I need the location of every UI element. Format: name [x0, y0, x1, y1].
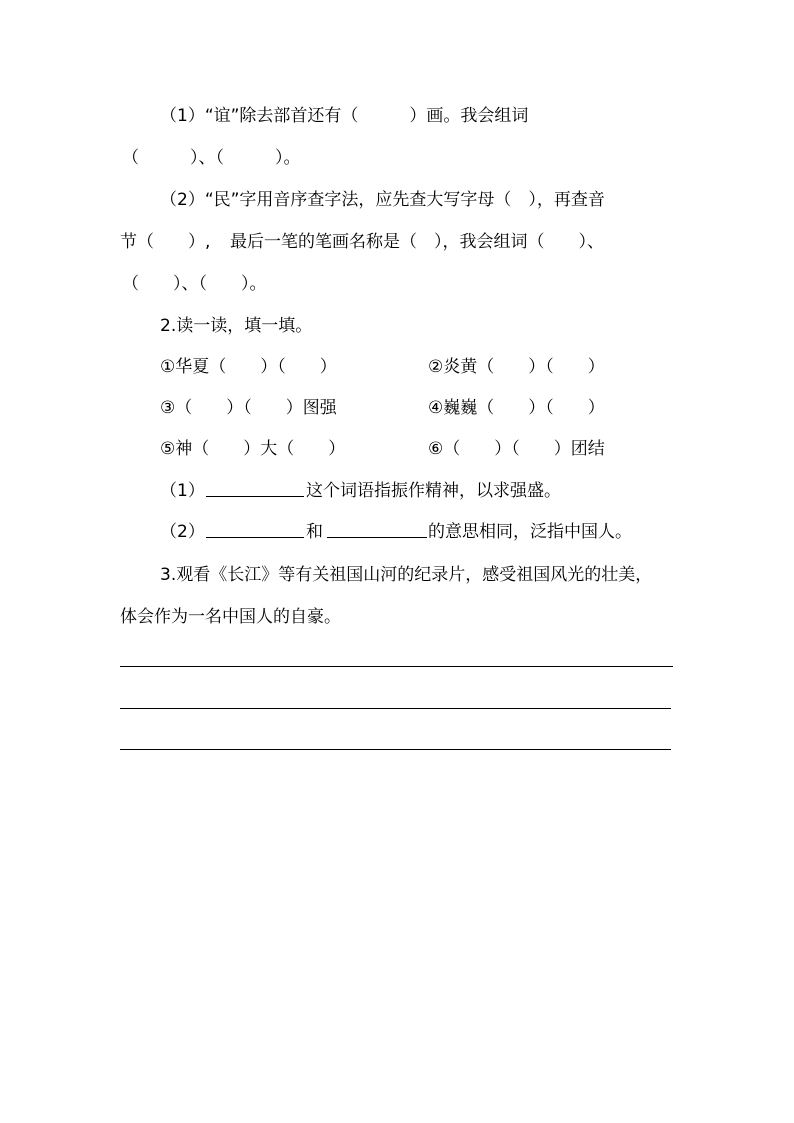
- q2-item-1: ①华夏（ ）（ ）: [160, 357, 337, 377]
- q2-sub1-text: 这个词语指振作精神，以求强盛。: [306, 481, 561, 501]
- q2-item-4: ④巍巍（ ）（ ）: [428, 398, 605, 418]
- q2-title-line: [0, 311, 794, 341]
- q1-part2-line1: [0, 185, 794, 215]
- q2-sub1-line: [0, 476, 794, 506]
- answer-line-2: [120, 708, 671, 709]
- q2-sub1-label: （1）: [160, 481, 205, 501]
- q2-title: 2.读一读，填一填。: [160, 316, 313, 336]
- q3-line1: [0, 560, 794, 590]
- q2-item-2: ②炎黄（ ）（ ）: [428, 357, 605, 377]
- q2-item-3: ③（ ）（ ）图强: [160, 398, 337, 418]
- q1-part2-line2: [0, 227, 794, 257]
- q2-row-1: [0, 352, 794, 382]
- q1-part2-stroke: 最后一笔的笔画名称是（ ），我会组词（ ）、: [230, 232, 604, 252]
- q2-sub2-label: （2）: [160, 522, 205, 542]
- q1-part1-line1: [0, 101, 794, 131]
- q1-part1-line2: [0, 143, 794, 173]
- q2-row-2: [0, 393, 794, 423]
- q2-sub2-blank-2: [327, 537, 427, 538]
- answer-line-3: [120, 749, 671, 750]
- q1-part2-text: （2）“民”字用音序查字法，应先查大写字母（ ），再查音: [160, 190, 605, 210]
- q2-item-5: ⑤神（ ）大（ ）: [160, 439, 346, 459]
- q1-part2-line3: [0, 269, 794, 299]
- q2-item-6: ⑥（ ）（ ）团结: [428, 439, 605, 459]
- q3-text-1: 3.观看《长江》等有关祖国山河的纪录片，感受祖国风光的壮美，: [160, 565, 653, 585]
- answer-line-1: [120, 666, 673, 667]
- q2-sub2-and: 和: [306, 522, 323, 542]
- q1-part2-words: （ ）、（ ）。: [122, 274, 267, 294]
- q2-sub1-blank: [206, 496, 304, 497]
- q2-row-3: [0, 434, 794, 464]
- q3-line2: [0, 602, 794, 632]
- q2-sub2-blank-1: [206, 537, 304, 538]
- q1-part1-text: （1）“谊”除去部首还有（ ）画。我会组词: [160, 106, 529, 126]
- q2-sub2-text: 的意思相同，泛指中国人。: [428, 522, 632, 542]
- q1-part1-words: （ ）、（ ）。: [122, 148, 301, 168]
- q1-part2-syllable: 节（ ）,: [120, 232, 211, 252]
- q2-sub2-line: [0, 517, 794, 547]
- q3-text-2: 体会作为一名中国人的自豪。: [120, 607, 341, 627]
